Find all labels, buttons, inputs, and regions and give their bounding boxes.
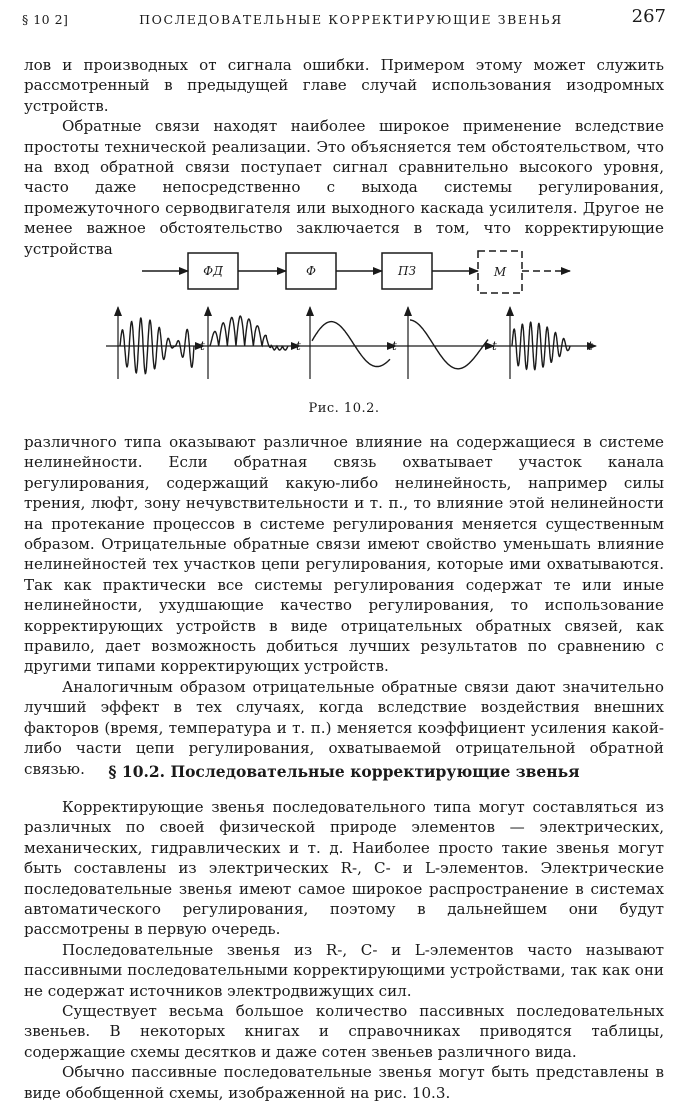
waveform-filtered bbox=[312, 322, 390, 367]
text-block-middle bbox=[24, 432, 664, 779]
paragraph: Обратные связи находят наиболее широкое применение вследствие простоты технической реализации. Это объясняется тем обстоятельством, что на вход обратной связи поступает сигнал сравнительно высокого уровня, часто даже непосредственно с выхода системы регулирования, промежуточного серводвигателя или выходного каскада усилителя. Другое не менее важное обстоятельство заключается в том, что корректирующие устройства bbox=[24, 117, 664, 258]
page-number: 267 bbox=[631, 6, 666, 27]
paragraph: лов и производных от сигнала ошибки. Примером этому может служить рассмотренный в предыдущей главе случай использования изодромных устройств. bbox=[24, 56, 664, 115]
block-label: М bbox=[493, 265, 507, 279]
running-header bbox=[22, 6, 666, 36]
waveform-modulated-output bbox=[512, 322, 570, 369]
axis-label-t: t bbox=[588, 339, 593, 353]
header-section-ref: § 10 2] bbox=[22, 12, 69, 27]
paragraph: Корректирующие звенья последовательного типа могут составляться из различных по своей физической природе элементов — электрических, механических, гидравлических и т. д. Наиболее просто такие звенья могут быть составлены из электрических R-, C- и L-элементов. Электрические последовательные звенья имеют самое широкое распространение в системах автоматического регулирования, поэтому в дальнейшем они будут рассмотрены в первую очередь. bbox=[24, 798, 664, 939]
section-heading: § 10.2. Последовательные корректирующие звенья bbox=[108, 762, 580, 781]
figure-10-2 bbox=[100, 243, 600, 393]
text-block-bottom bbox=[24, 797, 664, 1103]
block-label: ПЗ bbox=[398, 264, 416, 278]
paragraph: различного типа оказывают различное влияние на содержащиеся в системе нелинейности. Если обратная связь охватывает участок канала регулирования, содержащий какую-либо нелинейность, например силы трения, люфт, зону нечувствительности и т. п., то влияние этой нелинейности на протекание процессов в системе регулирования меняется существенным образом. Отрицательные обратные связи имеют свойство уменьшать влияние нелинейностей тех участков цепи регулирования, которые ими охватываются. Так как практически все системы регулирования содержат те или иные нелинейности, ухудшающие качество регулирования, то использование корректирующих устройств в виде отрицательных обратных связей, как правило, дает возможность добиться лучших результатов по сравнению с другими типами корректирующих устройств. bbox=[24, 433, 664, 676]
block-label: ФД bbox=[203, 264, 223, 278]
paragraph: Существует весьма большое количество пассивных последовательных звеньев. В некоторых книгах и справочниках приводятся таблицы, содержащие схемы десятков и даже сотен звеньев различного вида. bbox=[24, 1002, 664, 1061]
block-label: Ф bbox=[306, 264, 316, 278]
text-block-top bbox=[24, 55, 664, 259]
figure-caption: Рис. 10.2. bbox=[308, 401, 380, 416]
paragraph: Обычно пассивные последовательные звенья могут быть представлены в виде обобщенной схемы, изображенной на рис. 10.3. bbox=[24, 1063, 664, 1102]
waveform-rectified bbox=[210, 316, 288, 350]
header-title: ПОСЛЕДОВАТЕЛЬНЫЕ КОРРЕКТИРУЮЩИЕ ЗВЕНЬЯ bbox=[139, 12, 563, 27]
axis-label-t: t bbox=[200, 339, 205, 353]
paragraph: Аналогичным образом отрицательные обратные связи дают значительно лучший эффект в тех случаях, когда вследствие воздействия внешних факторов (время, температура и т. п.) меняется коэффициент усиления какой-либо части цепи регулирования, охватываемой отрицательной обратной связью. bbox=[24, 677, 664, 778]
axis-label-t: t bbox=[492, 339, 497, 353]
axis-label-t: t bbox=[296, 339, 301, 353]
paragraph: Последовательные звенья из R-, C- и L-элементов часто называют пассивными последовательными корректирующими устройствами, так как они не содержат источников электродвижущих сил. bbox=[24, 940, 664, 1000]
axis-label-t: t bbox=[392, 339, 397, 353]
waveform-phase-shifted bbox=[410, 320, 488, 369]
